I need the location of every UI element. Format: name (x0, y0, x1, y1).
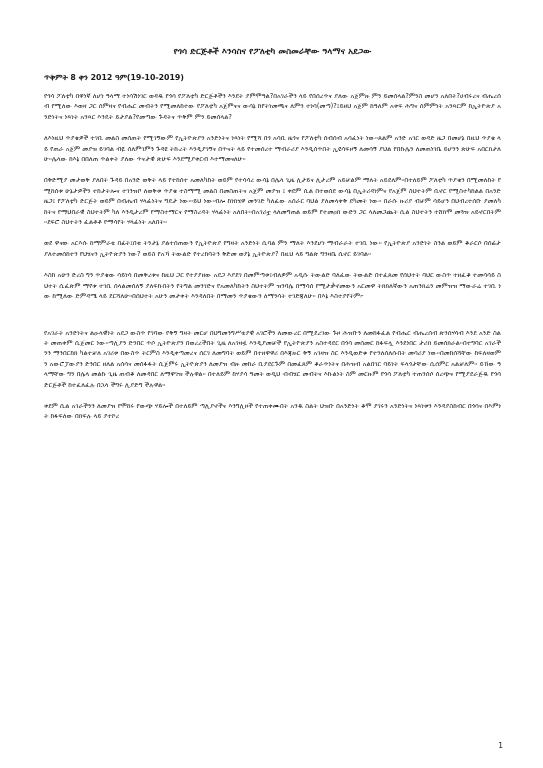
document-title: የጎሳ ድርጅቶች እንሳስና የፖለቲካ መስመራቸው ዓላማና አደጋው (173, 47, 372, 57)
page-number: 1 (498, 741, 503, 750)
paragraph-2: ለእነዚህ ጥያቄዎች ተገቢ መልስ መሰጠት የሚገኝውም የኢትዮጵያን አንድነትና ነጻነት የሚሻ በጎ አሳቢ ዜጎና የፖለቲካ ሰብሰብ አሳፈነት ነው።ጸልም አንድ አገር ወዳድ ዜጋ በመሆኔ በዚህ ጥያቄ ላይ የጠራ አጀም መያዝ ይገባል ብዬ ሰለምገምን ጉዳዩ ትኩረት እንዲያገኝና በጥናት ላይ የተመሰረተ ማብራሪያ እንዲሰጥበት ኢዩሳፍዞኝ ለመሳኝ ያህል የበኩሌን ለመጠነገቤ ይሆንን ጽሁፍ አበርክታለሁ።ሌላው ከእኔ በበለጠ ጥልቀት ያለው ጥናታዊ ጽሁፍ እንደሚያቀርብ እተማመናለሁ። (44, 134, 501, 164)
paragraph-4: ወደ ዋናው አርእሱ ከማምራቴ በፊት፤በቂ ትንታኔ ያልተሰጠውን የኢትዮጵያ የግዛት አንድነት ሲባል ምን ማለት እንደሆነ ማብራራት ተገቢ ነው። የኢትዮጵያ አንድነት ስንል ወይም ቆራርሶ በሰፊታ ያለተመሰከተን የህሄናን ኢትዮጵያን ነው? ወይስ የአኻ ትውልድ የተረከባትን ቅድመ ወያኔ ኢትዮጵያ? በዚህ ላይ ግልጽ ግንዛቤ ሲኖር ይገባል። (44, 239, 501, 258)
paragraph-7: ቀደም ሲል አገራችንን ለመያዝ የሞከሩ የውጭ ሃይሎች በተለይም ጣሊያኖችና እንግሊዞች የተጠቀሙበት አንዱ ስልት ህዝቡ በአንድነት ቆሞ ያገሩን አንድነትና ነጻነቱን እንዳያስከብር በጎሳና በእምነት ከፋፍለው በክፍሉ ላይ ያተኮረ (44, 401, 501, 421)
paragraph-1: የጎሳ ፖለቲካ በዋነኛ ለሆነ ዓላማ ተነሳሽነገር ወዳዱ የጎሳ የፖለቲካ ድርጅቶችን እንደት ያምሞዓል?በአገራችን ላይ የበሰረጥና ያለው አጀምዙ ምን ይመሰላል?ምንስ መሆን አለበት?ሀብሩረና ብሔረሰብ የሚለው እወዛ ጋር ሰምዛና የብሔር መብትን የሚመለከተው የፖለቲካ አጀምናና ውሳኔ ከየትነመጫና ለምን ተነሳ(መጣ)?፤ይዘህ አጀም ከዓለም አቀፍ ሕግና ሰምምነት አንጻርም ከኢትዮጵያ አንድነትና ነጻነት አንጻር እንዴት ይታያል?የመጣው ጉዳትና ጥቅም ምን ይመሰላል? (44, 92, 501, 121)
document-date: ጥቅምት 8 ቀን 2012 ዓም(19-10-2019) (44, 73, 184, 82)
paragraph-3: በቅድሚያ መታወቅ ያለበት ጉዳይ በአንድ ወቅት ላይ የተከሰተ አመለካከት ወይም የተሳሳረ ውሳኔ በሌላ ጊዜ ሊታይና ሊታረም አይቻልም ማለት አይደለም።በተለይም ፖለቲካ ጥያቄን በሚመለከት የሚከሰቱ ሁኔታዎችን ተከታትሎና ተገንዝቦ ለወቅቱ ጥያቄ ተስማሚ መልስ በመስጠትና አጀም መያዝ ፤ ቀደም ሲል በተወሰደ ውሳኔ በኢትሪዳነምና የአጀም ስህተትም ቢኖር የሚስተካከልል በአንድ ዜጋ፤ የፖለቲካ ድርጅት ወይም በብሔብ ሃላፊነትና ግዴታ ነው።፡ይህ ነው፡ብሎ ከነክሄዋ መንገድ ካለፈው አሰራር ባህል ያለመላቀቅ ደካመት ነው። በራሱ ዙሪያ ብቻም ሳይሆን በህብረተሰቡ ያመለካከትና የማህበራዊ ስህተትም ካለ እንዲታረም የማስተማርና የማስረዳት ሃላፊነት አለበት።በአገሪቷ ላለመግጠል ወይም የተመዐክ ውድን ጋር ላለመጋጨት ሲል ስህተትን ተሸክሞ መጓዝ አይኖርበትም።ደፍሮ ስህተትን ፈልቶቶ የማሳየት ሃላፊነት አለበት። (44, 176, 501, 227)
paragraph-6: የአገራት አንድነትና ልዑላዊነት አደጋ ውስጥ የገባው የቅኝ ግዛት መርሆ በህግመንግሥቴያዊ አገሮችን ለመውረር በሚደረገው ጉዞ ሕዝቡን ለመከፋፈል የብሔር ብሔረሰብ ጽንሰሃሳብ እንደ አንድ ስልት መጠቀም ሲጀመር ነው።ጣሊያን ድንበር ጥሶ ኢትዮጵያን በወረረችበት ጊዜ ለአገዛዟ እንዲያመቻች የኢትዮጵያን አስተዳደር በጎሳ መሰመር ከፋፍሏ እንደነበር ታሪክ ይመሰክራል።በተግባር አገራችንን ማንበርከክ ካልተቻለ አገሪቱ በውስጥ ትርምስ እንዲቀጣመረና ሰርገ ለመግባት ወይም በተዘዋዋሪ በእጃዙር ቅኝ አገዛዝ ስር እንዲወድቁ የተንለሰለሱበት መሳሪያ ነው።በመከሰሻቸው ከፍለዛወምን አውሮፓውያን ድንበር ዘለል አሰሳና መሰፋፋት ሲጀምሩ ኢትዮጵያን ለመያዝ ብዙ መከራ ቢያደርጉም በመፈጸም ቆራጥነትና በሕዝብ አልበገር ባይነት ፍላጎታቸው ሲሰምር አልቻለም፡፡ ይኸው ዓላማቸው ግን በሌላ መልኩ ጊዜ ጠብቆ ለመዳበር ለማዋገዝ ችሉዋል። በተለይም ከሃያሳ ዓመት ወዲህ ፡በብሄር መብትና እኩልነት ስም መርዙም የጎሳ ፖለቲካ ተጠንሰሶ ሰረጭና የሚያደራጅዱ የጎሳ ድርጅቶች ከተፈለፈሉ በኋላ ችግሩ ሊያድግ ችሉዋል። (44, 328, 501, 389)
paragraph-5: እስከ አሁን ድረስ ግን ጥያቄው ሳይነሳ በመቅረቱና ከዚህ ጋር የተያያዘው አደጋ እያደገ በመምጣቱ፤ብለዎም አዲሱ ትውልድ ባለፈው ትውልድ በተፈጸመ የሰህተት ባህር ውስጥ ተዘፈቆ ተመሳሳይ ስህተት ሲፈጽም ማየቱ ተገቢ ሰላልመሰለኝ ያለፍኩበትን የትግል መንገድና የአመለካከትን ስህተትም ዝንባሌ በማሳሰ የሚታቃኖመውን አርመዋ ትክክለኛውን አጠንክሬን መምዝዝ ማውራሬ ተገቢ ነው ከሚለው ድምዳሜ ላይ ደርሻለሁ።በሰህተት አሁን መታቀት እንዳለበት በማመን ጥያቄውን ለማንሳት ተገድጃለሁ። በእኔ እስተያየትም፦ (44, 271, 501, 301)
